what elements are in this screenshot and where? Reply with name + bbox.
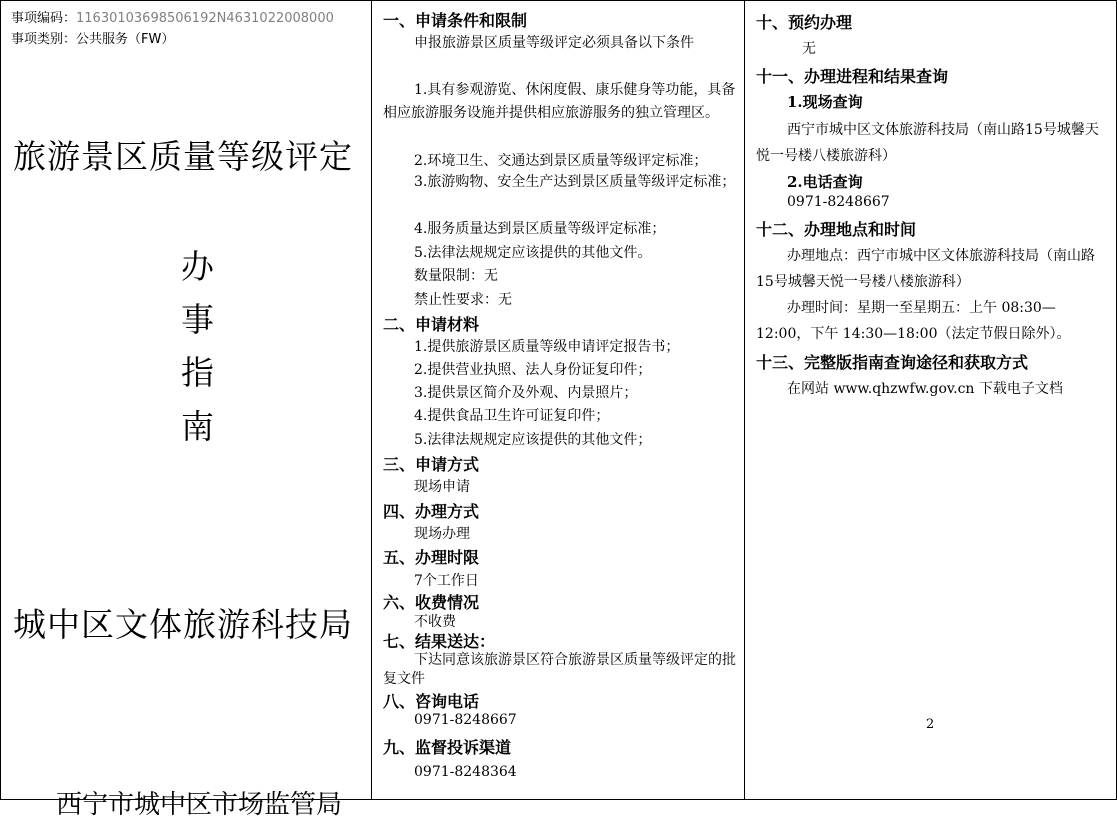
section-1-intro: 申报旅游景区质量等级评定必须具备以下条件 (414, 35, 694, 51)
phone-query-heading: 2.电话查询 (787, 173, 863, 191)
section-2-item-4: 4.提供食品卫生许可证复印件； (414, 408, 610, 424)
prohibition-requirement: 禁止性要求：无 (414, 292, 512, 308)
item-category-value: 公共服务（FW） (76, 32, 175, 47)
item-category-line (11, 28, 174, 47)
section-1-item-3: 3.旅游购物、安全生产达到景区质量等级评定标准； (414, 174, 736, 190)
section-6-text: 不收费 (414, 614, 456, 630)
section-9-title: 九、监督投诉渠道 (383, 738, 512, 757)
middle-column (371, 0, 745, 800)
section-1-item-4: 4.服务质量达到景区质量等级评定标准； (414, 221, 666, 237)
quantity-limit: 数量限制：无 (414, 268, 498, 284)
onsite-query-address: 西宁市城中区文体旅游科技局（南山路15号城馨天悦一号楼八楼旅游科） (756, 122, 1099, 164)
section-5-text: 7个工作日 (414, 573, 479, 589)
section-3-title: 三、申请方式 (383, 455, 480, 474)
section-2-item-2: 2.提供营业执照、法人身份证复印件； (414, 362, 652, 378)
section-2-item-5: 5.法律法规规定应该提供的其他文件； (414, 432, 652, 448)
section-2-item-1: 1.提供旅游景区质量等级申请评定报告书； (414, 339, 680, 355)
section-7-text: 下达同意该旅游景区符合旅游景区质量等级评定的批复文件 (383, 652, 736, 687)
section-10-title: 十、预约办理 (756, 13, 853, 32)
section-1-item-2: 2.环境卫生、交通达到景区质量等级评定标准； (414, 153, 708, 169)
section-6-title: 六、收费情况 (383, 593, 480, 612)
cover-column (0, 0, 372, 820)
section-4-title: 四、办理方式 (383, 502, 480, 521)
section-2-item-3: 3.提供景区简介及外观、内景照片； (414, 385, 638, 401)
phone-query-number: 0971-8248667 (787, 194, 890, 210)
right-column (744, 0, 1117, 800)
consult-phone: 0971-8248667 (414, 712, 517, 728)
vertical-char-1: 办 (181, 247, 214, 286)
item-category-label: 事项类别： (11, 32, 77, 47)
complaint-phone: 0971-8248364 (414, 764, 517, 780)
section-7-title: 七、结果送达： (383, 632, 496, 651)
onsite-query-heading: 1.现场查询 (787, 93, 863, 111)
service-location: 办理地点：西宁市城中区文体旅游科技局（南山路15号城馨天悦一号楼八楼旅游科） (756, 248, 1095, 290)
section-3-text: 现场申请 (414, 479, 470, 495)
guide-title: 旅游景区质量等级评定 (13, 137, 353, 176)
section-1-title: 一、申请条件和限制 (383, 11, 528, 30)
section-11-title: 十一、办理进程和结果查询 (756, 67, 949, 86)
cutoff-department-text: 西宁市城中区市场监管局 (56, 790, 343, 820)
vertical-char-2: 事 (181, 300, 214, 339)
section-12-title: 十二、办理地点和时间 (756, 220, 917, 239)
full-guide-access: 在网站 www.qhzwfw.gov.cn 下载电子文档 (787, 381, 1063, 397)
page-number: 2 (926, 717, 935, 732)
vertical-char-4: 南 (181, 407, 214, 446)
section-13-title: 十三、完整版指南查询途径和获取方式 (756, 353, 1029, 372)
service-hours: 办理时间：星期一至星期五：上午 08:30—12:00，下午 14:30—18:00（法定节假日除外）。 (756, 300, 1071, 342)
section-1-item-1: 1.具有参观游览、休闲度假、康乐健身等功能，具备相应旅游服务设施并提供相应旅游服务的独立管理区。 (383, 82, 736, 121)
item-code-label: 事项编码： (11, 11, 77, 26)
section-1-item-5: 5.法律法规规定应该提供的其他文件。 (414, 245, 652, 261)
section-5-title: 五、办理时限 (383, 548, 480, 567)
item-code-value: 11630103698506192N4631022008000 (76, 11, 334, 26)
item-code-line (11, 7, 334, 26)
department-name: 城中区文体旅游科技局 (13, 605, 353, 644)
vertical-char-3: 指 (181, 353, 214, 392)
section-8-title: 八、咨询电话 (383, 692, 480, 711)
section-10-text: 无 (802, 41, 816, 57)
section-2-title: 二、申请材料 (383, 315, 480, 334)
section-4-text: 现场办理 (414, 526, 470, 542)
